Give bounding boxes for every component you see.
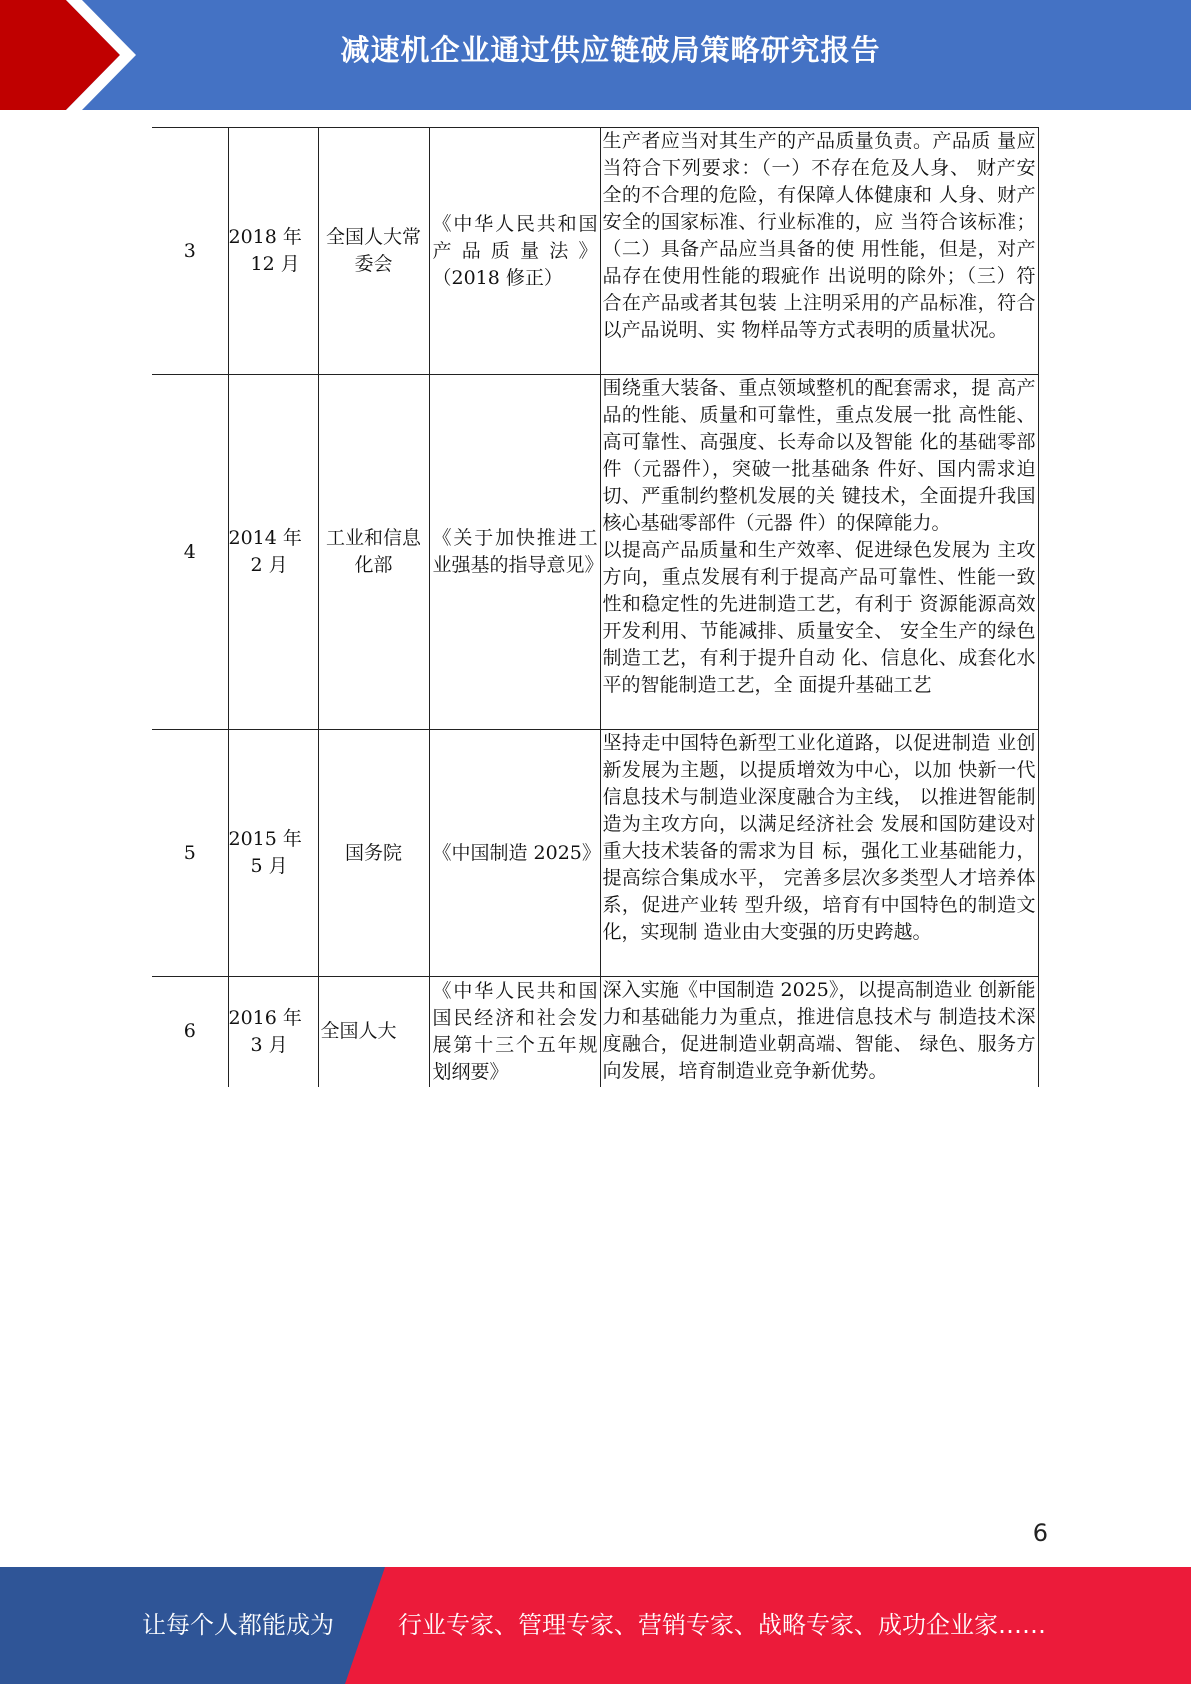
issue-date bbox=[228, 730, 318, 977]
issue-year: 2018 年 bbox=[228, 226, 302, 248]
policy-content: 生产者应当对其生产的产品质量负责。产品质 量应当符合下列要求：（一）不存在危及人身、 财产安全的不合理的危险，有保障人体健康和 人身、财产安全的国家标准、行业标准的，应 当符合该标准；（二）具备产品应当具备的使 用性能，但是，对产品存在使用性能的瑕疵作 出说明的除外；（三）符合在产品或者其包装 上注明采用的产品标准，符合以产品说明、实 物样品等方式表明的质量状况。 bbox=[600, 128, 1038, 375]
policy-content: 坚持走中国特色新型工业化道路，以促进制造 业创新发展为主题，以提质增效为中心，以加 快新一代信息技术与制造业深度融合为主线， 以推进智能制造为主攻方向，以满足经济社会 发展和国防建设对重大技术装备的需求为目 标，强化工业基础能力，提高综合集成水平， 完善多层次多类型人才培养体系，促进产业转 型升级，培育有中国特色的制造文化，实现制 造业由大变强的历史跨越。 bbox=[600, 730, 1038, 977]
issue-date bbox=[228, 128, 318, 375]
policy-name: 《关于加快推进工业强基的指导意见》 bbox=[429, 375, 600, 730]
table-row bbox=[152, 128, 1038, 375]
row-number: 5 bbox=[152, 730, 228, 977]
issue-month: 3 月 bbox=[250, 1033, 288, 1056]
report-title: 减速机企业通过供应链破局策略研究报告 bbox=[340, 33, 881, 67]
footer-slogan-left: 让每个人都能成为 bbox=[142, 1611, 334, 1639]
policy-name: 《中华人民共和国国民经济和社会发展第十三个五年规划纲要》 bbox=[429, 977, 600, 1087]
issuing-body: 工业和信息化部 bbox=[318, 375, 429, 730]
issue-year: 2015 年 bbox=[228, 828, 302, 850]
issue-date bbox=[228, 977, 318, 1087]
page-header bbox=[0, 0, 1191, 110]
table-row bbox=[152, 730, 1038, 977]
issue-year: 2014 年 bbox=[228, 527, 302, 549]
page-number: 6 bbox=[1032, 1519, 1048, 1547]
table-row bbox=[152, 977, 1038, 1087]
policy-content-paragraph: 以提高产品质量和生产效率、促进绿色发展为 主攻方向，重点发展有利于提高产品可靠性、性能一致性和稳定性的先进制造工艺，有利于 资源能源高效开发利用、节能减排、质量安全、 安全生产的绿色制造工艺，有利于提升自动 化、信息化、成套化水平的智能制造工艺，全 面提升基础工艺 bbox=[602, 539, 1036, 696]
issue-date bbox=[228, 375, 318, 730]
row-number: 6 bbox=[152, 977, 228, 1087]
policy-name: 《中国制造 2025》 bbox=[429, 730, 600, 977]
issue-month: 12 月 bbox=[250, 253, 300, 275]
row-number: 4 bbox=[152, 375, 228, 730]
issuing-body: 全国人大常委会 bbox=[318, 128, 429, 375]
table-row bbox=[152, 375, 1038, 730]
issue-year: 2016 年 bbox=[228, 1006, 302, 1029]
policy-content-paragraph: 围绕重大装备、重点领域整机的配套需求，提 高产品的性能、质量和可靠性，重点发展一批 高性能、高可靠性、高强度、长寿命以及智能 化的基础零部件（元器件），突破一批基础条 件好、国内需求迫切、严重制约整机发展的关 键技术，全面提升我国核心基础零部件（元器 件）的保障能力。 bbox=[602, 377, 1036, 534]
policy-content: 深入实施《中国制造 2025》，以提高制造业 创新能力和基础能力为重点，推进信息技术与 制造技术深度融合，促进制造业朝高端、智能、 绿色、服务方向发展，培育制造业竞争新优势。 bbox=[600, 977, 1038, 1087]
issue-month: 2 月 bbox=[250, 554, 288, 576]
row-number: 3 bbox=[152, 128, 228, 375]
policy-content bbox=[600, 375, 1038, 730]
policy-name: 《中华人民共和国产品质量法》（2018 修正） bbox=[429, 128, 600, 375]
issuing-body: 国务院 bbox=[318, 730, 429, 977]
issue-month: 5 月 bbox=[250, 855, 288, 877]
policy-table bbox=[152, 127, 1039, 1087]
issuing-body: 全国人大 bbox=[318, 977, 429, 1087]
page-footer bbox=[0, 1567, 1191, 1684]
footer-slogan-right: 行业专家、管理专家、营销专家、战略专家、成功企业家…… bbox=[398, 1611, 1046, 1639]
